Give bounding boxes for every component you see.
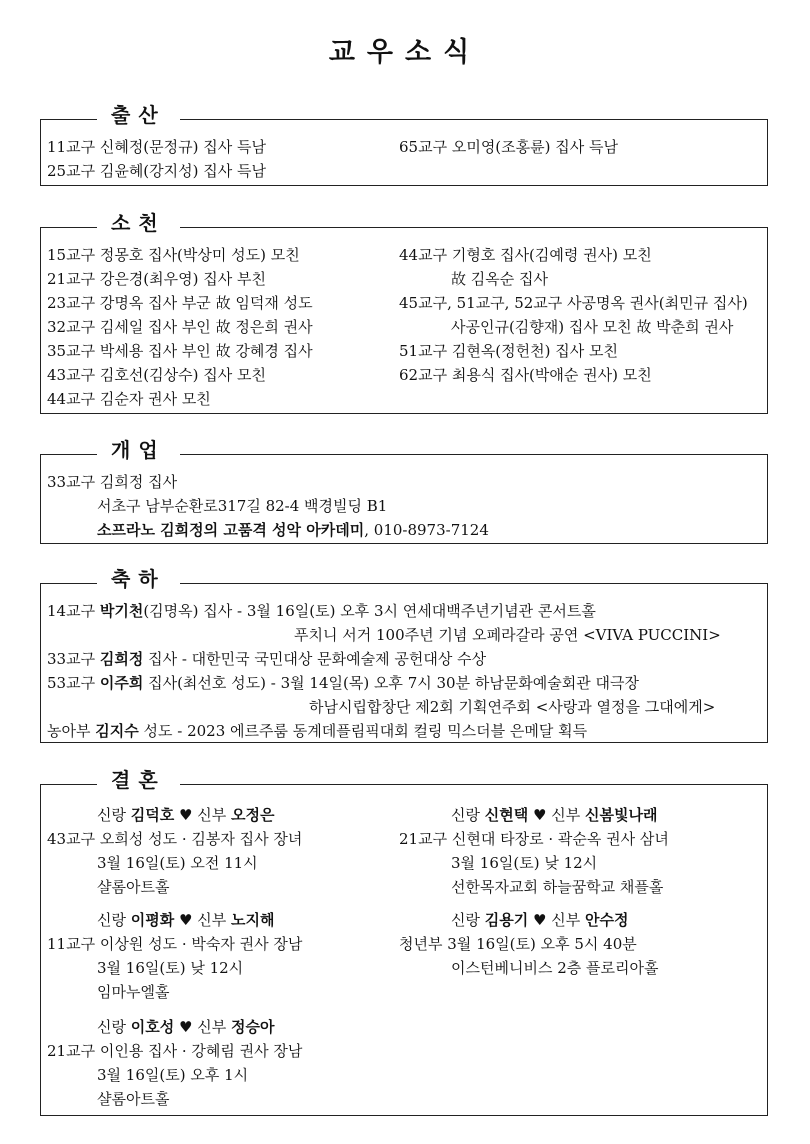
list-item: 45교구, 51교구, 52교구 사공명옥 권사(최민규 집사) bbox=[399, 294, 748, 312]
parents: 오희성 성도 · 김봉자 집사 장녀 bbox=[99, 830, 303, 848]
groom-name: 신현택 bbox=[484, 806, 529, 824]
list-item: 21교구 강은경(최우영) 집사 부친 bbox=[47, 270, 266, 288]
heart-icon: ♥ bbox=[533, 911, 547, 929]
bride-label: 신부 bbox=[197, 911, 227, 929]
parish: 33교구 bbox=[47, 650, 100, 668]
parish: 43교구 bbox=[47, 830, 96, 848]
heart-icon: ♥ bbox=[533, 806, 547, 824]
parish: 11교구 bbox=[47, 935, 96, 953]
business-line bbox=[97, 520, 489, 540]
person-name: 김지수 bbox=[95, 722, 139, 740]
parish: 청년부 bbox=[399, 935, 443, 953]
heart-icon: ♥ bbox=[179, 806, 193, 824]
parents: 이인용 집사 · 강혜림 권사 장남 bbox=[99, 1042, 303, 1060]
groom-label: 신랑 bbox=[451, 911, 480, 929]
groom-name: 김용기 bbox=[484, 911, 529, 929]
bride-name: 노지해 bbox=[231, 911, 275, 929]
wedding-date: 3월 16일(토) 낮 12시 bbox=[97, 959, 244, 977]
bride-label: 신부 bbox=[551, 911, 581, 929]
couple-parents bbox=[47, 829, 302, 849]
groom-label: 신랑 bbox=[97, 806, 126, 824]
section-death bbox=[40, 211, 768, 414]
groom-name: 김덕호 bbox=[130, 806, 175, 824]
list-item: 35교구 박세용 집사 부인 故 강혜경 집사 bbox=[47, 342, 313, 360]
detail: (김명옥) 집사 - 3월 16일(토) 오후 3시 연세대백주년기념관 콘서트홀 bbox=[143, 602, 596, 620]
wedding-venue: 샬롬아트홀 bbox=[97, 878, 170, 896]
list-item: 32교구 김세일 집사 부인 故 정은희 권사 bbox=[47, 318, 313, 336]
section-congrats bbox=[40, 567, 768, 743]
list-item: 15교구 정몽호 집사(박상미 성도) 모친 bbox=[47, 246, 300, 264]
list-item: 11교구 신혜정(문정규) 집사 득남 bbox=[47, 138, 266, 156]
list-item: 故 김옥순 집사 bbox=[451, 270, 548, 288]
list-item bbox=[47, 721, 587, 741]
section-title-death: 소천 bbox=[97, 210, 180, 236]
heart-icon: ♥ bbox=[179, 911, 193, 929]
detail: 집사(최선호 성도) - 3월 14일(목) 오후 7시 30분 하남문화예술회관 대극장 bbox=[143, 674, 639, 692]
couple-parents bbox=[47, 1041, 302, 1061]
wedding-date: 3월 16일(토) 오후 1시 bbox=[97, 1066, 249, 1084]
bride-label: 신부 bbox=[197, 1018, 227, 1036]
person-name: 이주희 bbox=[99, 674, 144, 692]
list-item: 44교구 김순자 권사 모친 bbox=[47, 390, 211, 408]
person-name: 김희정 bbox=[99, 650, 144, 668]
couple-parents bbox=[47, 934, 302, 954]
section-title-congrats: 축하 bbox=[97, 566, 180, 592]
wedding-date: 3월 16일(토) 오후 5시 40분 bbox=[447, 935, 637, 953]
couple-parents bbox=[399, 934, 637, 954]
wedding-venue: 샬롬아트홀 bbox=[97, 1090, 170, 1108]
couple-names bbox=[97, 1017, 275, 1037]
parish: 53교구 bbox=[47, 674, 100, 692]
list-item: 51교구 김현옥(정헌천) 집사 모친 bbox=[399, 342, 618, 360]
bride-label: 신부 bbox=[197, 806, 227, 824]
page-title: 교우소식 bbox=[328, 37, 482, 68]
bride-name: 오정은 bbox=[231, 806, 275, 824]
parents: 이상원 성도 · 박숙자 권사 장남 bbox=[99, 935, 303, 953]
detail: 집사 - 대한민국 국민대상 문화예술제 공헌대상 수상 bbox=[143, 650, 487, 668]
address: 서초구 남부순환로317길 82-4 백경빌딩 B1 bbox=[97, 497, 388, 515]
list-item: 푸치니 서거 100주년 기념 오페라갈라 공연 <VIVA PUCCINI> bbox=[294, 626, 721, 644]
list-item: 사공인규(김향재) 집사 모친 故 박춘희 권사 bbox=[451, 318, 734, 336]
business-phone: , 010-8973-7124 bbox=[364, 521, 489, 539]
groom-name: 이호성 bbox=[130, 1018, 175, 1036]
list-item: 23교구 강명옥 집사 부군 故 임덕재 성도 bbox=[47, 294, 313, 312]
section-title-wedding: 결혼 bbox=[97, 767, 180, 793]
groom-label: 신랑 bbox=[451, 806, 480, 824]
bride-name: 신봄빛나래 bbox=[585, 806, 658, 824]
list-item: 65교구 오미영(조홍륜) 집사 득남 bbox=[399, 138, 618, 156]
couple-names bbox=[451, 910, 629, 930]
list-item: 33교구 김희정 집사 bbox=[47, 473, 178, 491]
section-birth bbox=[40, 103, 768, 186]
bride-name: 안수정 bbox=[585, 911, 629, 929]
groom-label: 신랑 bbox=[97, 911, 126, 929]
heart-icon: ♥ bbox=[179, 1018, 193, 1036]
couple-names bbox=[451, 805, 657, 825]
list-item: 44교구 기형호 집사(김예령 권사) 모친 bbox=[399, 246, 652, 264]
bride-label: 신부 bbox=[551, 806, 581, 824]
wedding-date: 3월 16일(토) 낮 12시 bbox=[451, 854, 598, 872]
section-title-opening: 개업 bbox=[97, 437, 180, 463]
person-name: 박기천 bbox=[99, 602, 144, 620]
parish: 14교구 bbox=[47, 602, 100, 620]
couple-parents bbox=[399, 829, 669, 849]
section-title-birth: 출산 bbox=[97, 102, 180, 128]
section-wedding bbox=[40, 768, 768, 1116]
business-name: 소프라노 김희정의 고품격 성악 아카데미 bbox=[97, 521, 365, 539]
wedding-date: 3월 16일(토) 오전 11시 bbox=[97, 854, 258, 872]
wedding-venue: 선한목자교회 하늘꿈학교 채플홀 bbox=[451, 878, 664, 896]
list-item: 43교구 김호선(김상수) 집사 모친 bbox=[47, 366, 266, 384]
list-item: 62교구 최용식 집사(박애순 권사) 모친 bbox=[399, 366, 652, 384]
bride-name: 정승아 bbox=[231, 1018, 275, 1036]
groom-label: 신랑 bbox=[97, 1018, 126, 1036]
detail: 성도 - 2023 에르주룸 동계데플림픽대회 컬링 믹스더블 은메달 획득 bbox=[138, 722, 588, 740]
parents: 신현대 타장로 · 곽순옥 권사 삼녀 bbox=[451, 830, 669, 848]
wedding-venue: 이스턴베니비스 2층 플로리아홀 bbox=[451, 959, 659, 977]
parish: 21교구 bbox=[47, 1042, 96, 1060]
couple-names bbox=[97, 910, 275, 930]
parish: 21교구 bbox=[399, 830, 448, 848]
parish: 농아부 bbox=[47, 722, 96, 740]
list-item bbox=[47, 673, 639, 693]
list-item bbox=[47, 649, 486, 669]
list-item bbox=[47, 601, 596, 621]
wedding-venue: 임마누엘홀 bbox=[97, 983, 170, 1001]
list-item: 하남시립합창단 제2회 기획연주회 <사랑과 열정을 그대에게> bbox=[309, 698, 716, 716]
couple-names bbox=[97, 805, 275, 825]
section-opening bbox=[40, 438, 768, 544]
list-item: 25교구 김윤혜(강지성) 집사 득남 bbox=[47, 162, 266, 180]
groom-name: 이평화 bbox=[130, 911, 175, 929]
